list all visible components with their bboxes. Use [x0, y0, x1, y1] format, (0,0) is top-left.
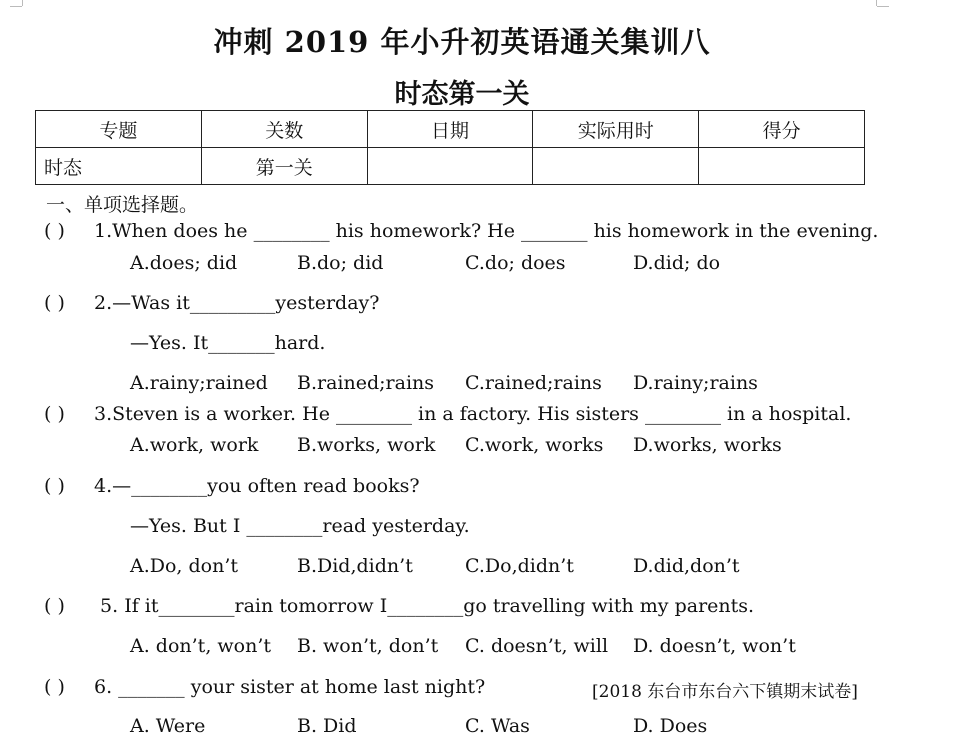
- question-4: [44, 475, 420, 497]
- option-b: B.works, work: [297, 434, 436, 456]
- option-a: A.Do, don’t: [130, 555, 239, 577]
- option-b: B.Did,didn’t: [297, 555, 413, 577]
- info-table: [35, 110, 865, 185]
- question-text: 3.Steven is a worker. He ________ in a factory. His sisters ________ in a hospital.: [94, 403, 852, 425]
- option-c: C.work, works: [465, 434, 604, 456]
- answer-paren: ( ): [44, 292, 65, 314]
- question-text: 2.—Was it_________yesterday?: [94, 292, 380, 314]
- question-6-source: [2018 东台市东台六下镇期末试卷]: [592, 682, 858, 702]
- question-1: [44, 220, 878, 242]
- option-d: D.rainy;rains: [633, 372, 758, 394]
- corner-mark-left-h: [10, 6, 22, 7]
- option-b: B. Did: [297, 715, 357, 737]
- question-text: 6. _______ your sister at home last night?: [94, 676, 486, 698]
- corner-mark-left: [22, 0, 23, 6]
- option-d: D. doesn’t, won’t: [633, 635, 796, 657]
- question-text: 5. If it________rain tomorrow I________go travelling with my parents.: [94, 595, 755, 617]
- header-cell-score: 得分: [699, 111, 865, 148]
- option-c: C. doesn’t, will: [465, 635, 609, 657]
- info-table-row: [36, 148, 865, 185]
- question-text: 4.—________you often read books?: [94, 475, 420, 497]
- document-title: 冲刺 2019 年小升初英语通关集训八: [213, 25, 711, 59]
- question-5: [44, 595, 754, 617]
- cell-date: [367, 148, 533, 185]
- option-a: A.rainy;rained: [130, 372, 268, 394]
- answer-paren: ( ): [44, 403, 65, 425]
- answer-paren: ( ): [44, 595, 65, 617]
- header-cell-date: 日期: [367, 111, 533, 148]
- answer-paren: ( ): [44, 220, 65, 242]
- option-d: D.did; do: [633, 252, 721, 274]
- option-a: A.does; did: [130, 252, 238, 274]
- option-a: A. Were: [130, 715, 206, 737]
- cell-time-used: [533, 148, 699, 185]
- question-text: 1.When does he ________ his homework? He _______ his homework in the evening.: [94, 220, 879, 242]
- cell-level: 第一关: [201, 148, 367, 185]
- info-table-header-row: [36, 111, 865, 148]
- option-a: A.work, work: [130, 434, 259, 456]
- option-d: D.did,don’t: [633, 555, 740, 577]
- cell-score: [699, 148, 865, 185]
- option-c: C.rained;rains: [465, 372, 602, 394]
- corner-mark-right-h: [877, 6, 889, 7]
- option-d: D.works, works: [633, 434, 782, 456]
- option-c: C. Was: [465, 715, 530, 737]
- header-cell-topic: 专题: [36, 111, 202, 148]
- option-b: B. won’t, don’t: [297, 635, 439, 657]
- option-a: A. don’t, won’t: [130, 635, 272, 657]
- header-cell-level: 关数: [201, 111, 367, 148]
- question-2-subline: —Yes. It_______hard.: [130, 332, 326, 354]
- answer-paren: ( ): [44, 676, 65, 698]
- option-b: B.do; did: [297, 252, 384, 274]
- question-2: [44, 292, 379, 314]
- cell-topic: 时态: [36, 148, 202, 185]
- document-subtitle: 时态第一关: [394, 79, 530, 110]
- header-cell-time-used: 实际用时: [533, 111, 699, 148]
- question-3: [44, 403, 851, 425]
- question-4-subline: —Yes. But I ________read yesterday.: [130, 515, 470, 537]
- answer-paren: ( ): [44, 475, 65, 497]
- option-c: C.Do,didn’t: [465, 555, 574, 577]
- option-b: B.rained;rains: [297, 372, 435, 394]
- option-d: D. Does: [633, 715, 708, 737]
- question-6: [44, 676, 485, 698]
- option-c: C.do; does: [465, 252, 566, 274]
- section-heading: 一、单项选择题。: [46, 194, 199, 216]
